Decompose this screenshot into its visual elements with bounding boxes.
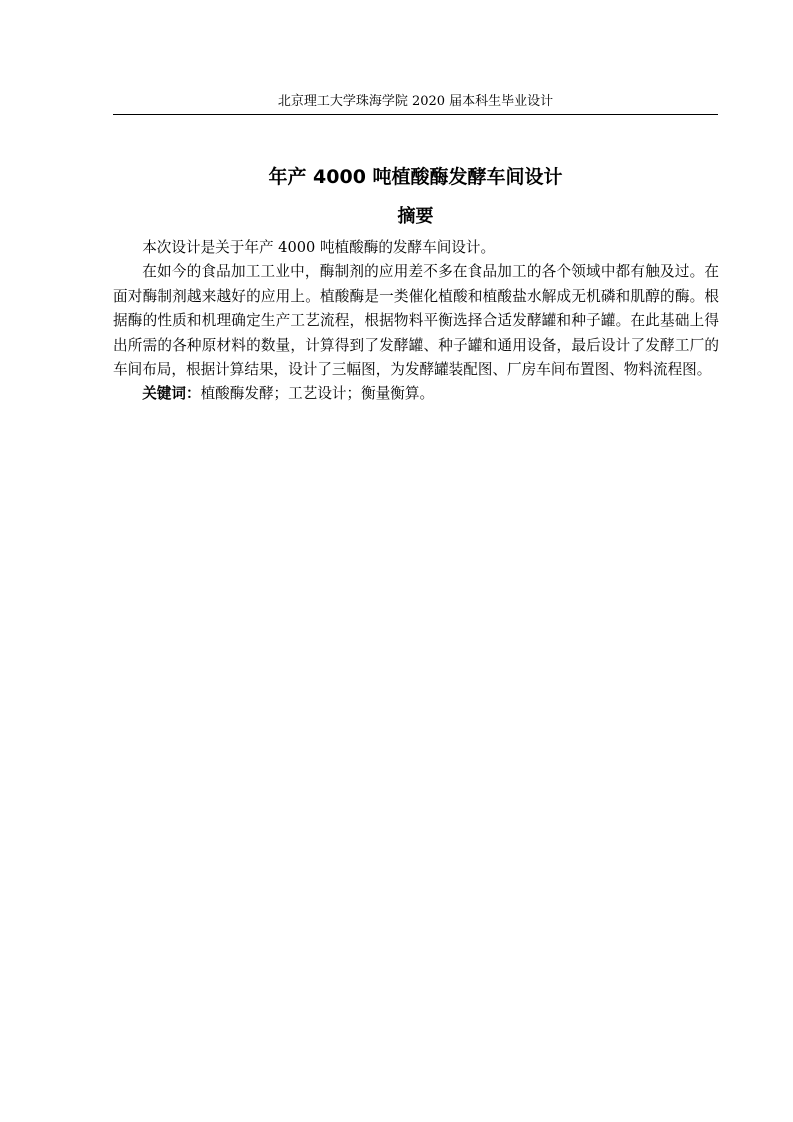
abstract-paragraph-2: 在如今的食品加工工业中，酶制剂的应用差不多在食品加工的各个领域中都有触及过。在面对酶制剂越来越好的应用上。植酸酶是一类催化植酸和植酸盐水解成无机磷和肌醇的酶。根据酶的性质和机理确定生产工艺流程，根据物料平衡选择合适发酵罐和种子罐。在此基础上得出所需的各种原材料的数量，计算得到了发酵罐、种子罐和通用设备，最后设计了发酵工厂的车间布局，根据计算结果，设计了三幅图，为发酵罐装配图、厂房车间布置图、物料流程图。 [113, 263, 719, 379]
keywords-text: 植酸酶发酵；工艺设计；衡量衡算。 [200, 385, 435, 403]
document-title: 年产 4000 吨植酸酶发酵车间设计 [268, 166, 563, 188]
keywords-line [113, 382, 719, 406]
abstract-body [113, 236, 719, 407]
abstract-paragraph-1: 本次设计是关于年产 4000 吨植酸酶的发酵车间设计。 [142, 239, 496, 256]
page-header [113, 92, 718, 115]
page-header-text: 北京理工大学珠海学院 2020 届本科生毕业设计 [277, 94, 554, 109]
keywords-label: 关键词： [142, 385, 201, 403]
abstract-heading: 摘要 [397, 206, 434, 227]
